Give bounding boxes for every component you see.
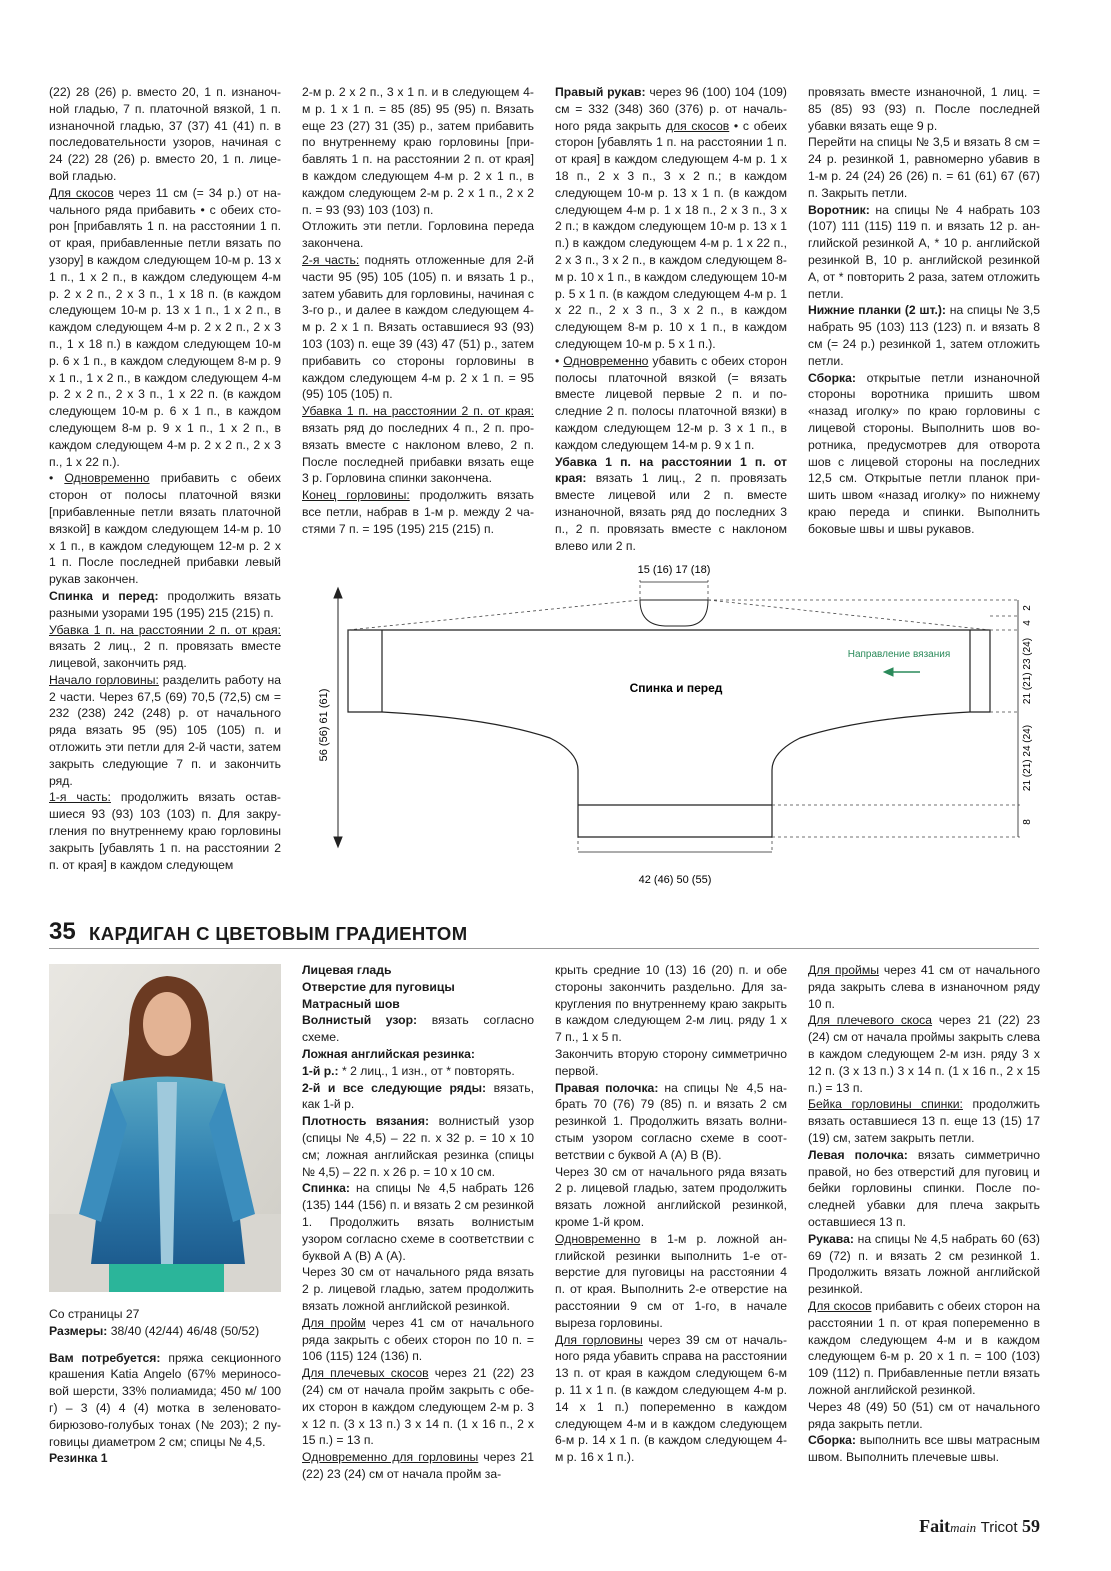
bold-lead: Размеры: xyxy=(49,1323,108,1338)
paragraph xyxy=(302,403,534,487)
paragraph-text: крыть средние 10 (13) 16 (20) п. и обе стороны закончить раздельно. Для закругления по внутреннему краю закрыть в каждом следующем 2-м лиц. ряду 1 x 7 п., 1 x 5 п. xyxy=(555,963,787,1045)
text-column-5 xyxy=(302,962,534,1483)
paragraph-text: прибавить с обеих сторон от полосы платочной вязки [прибавленные петли вязать платочной вязкой] в каждом следующем 14-м р. 10 x 1 п., в каждом следующем 12-м р. 2 x 1 п. После последней прибавки левый рукав закончен. xyxy=(49,471,282,587)
paragraph-text: через 41 см от начального ряда закрыть слева в изнаночном ряду 10 п. xyxy=(808,963,1040,1011)
paragraph xyxy=(808,1432,1040,1466)
center-label: Спинка и перед xyxy=(629,681,723,695)
paragraph xyxy=(49,1450,281,1467)
bold-lead: Плотность вязания: xyxy=(302,1114,430,1129)
paragraph xyxy=(555,1080,787,1164)
body-outline xyxy=(348,630,990,837)
paragraph-text: • xyxy=(555,353,564,368)
paragraph-text: 2-м р. 2 x 2 п., 3 x 1 п. и в следующем 4-м р. 1 x 1 п. = 85 (85) 95 (95) п. Вязать еще 23 (27) 31 (35) р., затем прибавить по внутреннему краю горловины [прибавлять 1 п. на расстоянии 2 п. от края] в каждом следующем 4-м р. 2 x 1 п., в каждом следующем 2-м р. 2 x 1 п., 2 x 2 п. = 93 (93) 103 (103) п. xyxy=(302,85,534,217)
paragraph xyxy=(808,962,1040,1012)
bold-lead: Рукава: xyxy=(808,1231,854,1246)
paragraph-text: на спицы № 4,5 набрать 70 (76) 79 (85) п. и вязать 2 см резинкой 1. Продолжить вязать волнистым узором согласно схеме в соответствии с буквой А (А) В (В). xyxy=(555,1080,787,1162)
paragraph-text: через 41 см от начального ряда закрыть с обеих сторон по 10 п. = 106 (115) 124 (136) п. xyxy=(302,1315,534,1364)
underlined-lead: Для плечевых скосов xyxy=(302,1366,429,1381)
paragraph xyxy=(49,84,281,185)
brand-name: Fait xyxy=(919,1516,951,1536)
paragraph xyxy=(49,1350,281,1451)
bold-lead: Вам потребуется: xyxy=(49,1350,161,1365)
paragraph xyxy=(302,1180,534,1264)
paragraph xyxy=(302,996,534,1013)
paragraph-text: на спицы № 4,5 набрать 126 (135) 144 (156) п. и вязать 2 см резинкой 1. Продолжить вязать волнистым узором согласно схеме в соответствии с буквой А (В) А (А). xyxy=(302,1181,534,1263)
underlined-lead: 2-я часть: xyxy=(302,252,360,267)
pattern-schematic xyxy=(300,560,1040,890)
paragraph-text: Со страницы 27 xyxy=(49,1307,140,1321)
paragraph xyxy=(808,134,1040,201)
paragraph xyxy=(302,1365,534,1449)
bold-lead: Воротник: xyxy=(808,202,870,217)
paragraph-text: продолжить вязать все петли, набрав в 1-м р. между 2 частями 7 п. = 195 (195) 215 (215) п. xyxy=(302,488,534,536)
paragraph xyxy=(555,454,787,555)
paragraph-text: волнистый узор (спицы № 4,5) – 22 п. x 32 р. = 10 x 10 см; ложная английская резинка (спицы № 4,5) – 22 п. x 26 р. = 10 x 10 см. xyxy=(302,1114,534,1179)
underlined-lead: Конец горловины: xyxy=(302,488,410,503)
paragraph-text: вязать 1 лиц., 2 п. провязать вместе лицевой или 2 п. вместе изнаночной, вязать ряд до последних 3 п., 2 п. провязать вместе с наклоном влево или 2 п. xyxy=(555,471,787,553)
paragraph xyxy=(808,370,1040,538)
bold-lead: Сборка: xyxy=(808,370,856,385)
section-title: КАРДИГАН С ЦВЕТОВЫМ ГРАДИЕНТОМ xyxy=(89,923,468,944)
paragraph xyxy=(49,588,281,622)
paragraph-text: вязать симметрично правой, но без отверстий для пуговиц и бейки горловины спинки. После последней убавки для плеча закрыть оставшиеся 13 п. xyxy=(808,1147,1040,1229)
paragraph xyxy=(302,1315,534,1365)
underlined-lead: Одновременно xyxy=(555,1231,641,1246)
paragraph-text: разделить работу на 2 части. Через 67,5 (69) 70,5 (72,5) см = 232 (238) 242 (248) р. от начального ряда вязать 95 (95) 105 (105) п. и отложить эти петли для 2-й части, затем закрыть следующие 7 п. и закончить ряд. xyxy=(49,672,281,788)
text-column-6 xyxy=(555,962,787,1466)
bold-lead: Правая полочка: xyxy=(555,1080,659,1095)
paragraph-text: в 1-м р. ложной английской резинки выполнить 1-е отверстие для пуговицы на расстоянии 4 п. от края. Выполнить 2-е отверстие на расстоянии 9 см от 1-го, в начале выреза горловины. xyxy=(555,1231,787,1330)
paragraph-text: вязать согласно схеме. xyxy=(302,1013,535,1045)
text-column-4 xyxy=(808,84,1040,538)
underlined-lead: Одновременно для горловины xyxy=(302,1450,479,1465)
paragraph-text: продолжить вязать разными узорами 195 (195) 215 (215) п. xyxy=(49,588,281,620)
text-column-3 xyxy=(555,84,787,554)
paragraph xyxy=(555,962,787,1046)
underlined-lead: Одновременно xyxy=(563,353,649,368)
paragraph xyxy=(808,202,1040,303)
paragraph-text: продолжить вязать оставшиеся 93 (93) 103 (103) п. Для закругления по внутреннему краю горловины закрыть [убавлять 1 п. на расстоянии 2 п. от края] в каждом следующем xyxy=(49,790,281,872)
paragraph-text: (22) 28 (26) р. вместо 20, 1 п. изнаночной гладью, 7 п. платочной вязкой, 1 п. изнаночной гладью, 37 (37) 41 (41) п. в последовательности узоров, начиная с 24 (22) 28 (26) р. вместо 20, 1 п. лицевой гладью. xyxy=(49,85,281,183)
neckline xyxy=(640,600,708,626)
paragraph xyxy=(302,84,534,218)
paragraph-text: на спицы № 3,5 набрать 95 (103) 113 (123) п. и вязать 8 см (= 24 р.) резинкой 1, затем отложить петли. xyxy=(808,303,1040,368)
paragraph-text: поднять отложенные для 2-й части 95 (95) 105 (105) п. и вязать 1 р., затем убавить для горловины, начиная с 3-го р., и далее в каждом следующем 4-м р. 2 x 1 п. Вязать оставшиеся 93 (93) 103 (103) п. еще 39 (43) 47 (51) р., затем прибавить со стороны горловины в каждом следующем 4-м р. 2 x 1 п. = 95 (95) 105 (105) п. xyxy=(302,252,534,402)
paragraph-text: Перейти на спицы № 3,5 и вязать 8 см = 24 р. резинкой 1, равномерно убавив в 1-м р. 24 (24) 26 (26) п. = 61 (61) 67 (67) п. Закрыть петли. xyxy=(808,135,1040,200)
underlined-lead: Убавка 1 п. на расстоянии 2 п. от края: xyxy=(302,404,534,419)
paragraph xyxy=(302,979,534,996)
paragraph xyxy=(808,1298,1040,1399)
bold-lead: Матрасный шов xyxy=(302,996,400,1011)
paragraph xyxy=(302,1449,534,1483)
paragraph-text: 38/40 (42/44) 46/48 (50/52) xyxy=(107,1323,260,1338)
paragraph-text: вязать, как 1-й р. xyxy=(302,1080,534,1112)
bold-lead: Правый рукав: xyxy=(555,85,646,99)
paragraph xyxy=(302,218,534,252)
underlined-lead: для скосов xyxy=(665,118,730,133)
paragraph xyxy=(49,1340,281,1350)
paragraph xyxy=(302,487,534,537)
text-column-sizes xyxy=(49,1306,281,1467)
paragraph xyxy=(302,962,534,979)
text-column-2 xyxy=(302,84,534,538)
paragraph xyxy=(808,1147,1040,1231)
bold-lead: Резинка 1 xyxy=(49,1451,108,1466)
underlined-lead: Для проймы xyxy=(808,963,879,977)
underlined-lead: Начало горловины: xyxy=(49,672,159,687)
paragraph xyxy=(555,1332,787,1466)
bold-lead: Нижние планки (2 шт.): xyxy=(808,303,946,318)
brand-name-2: main xyxy=(950,1520,977,1535)
right-label-upper: 21 (21) 23 (24) xyxy=(1022,637,1033,705)
paragraph-text: пряжа секционного крашения Katia Angelo (67% мериносовой шерсти, 33% полиамида; 450 м/ 100 г) – 3 (4) 4 (4) мотка в зеленовато-бирюзово-голубых тонах (№ 203); 2 пуговицы диаметром 2 см; спицы № 4,5. xyxy=(49,1350,282,1449)
underlined-lead: Бейка горловины спинки: xyxy=(808,1097,963,1112)
paragraph-text: прибавить с обеих сторон на расстоянии 1 п. от края попеременно в каждом следующем 4-м и в каждом следующем 6-м р. 20 x 1 п. = 100 (103) 109 (112) п. Прибавленные петли вязать ложной английской резинкой. xyxy=(808,1298,1040,1397)
paragraph-text: провязать вместе изнаночной, 1 лиц. = 85 (85) 93 (93) п. После последней убавки вязать еще 9 р. xyxy=(808,85,1040,133)
paragraph-text: на спицы № 4,5 набрать 60 (63) 69 (72) п. и вязать 2 см резинкой 1. Продолжить вязать ложной английской резинкой. xyxy=(808,1231,1040,1297)
paragraph-text: • xyxy=(49,471,65,486)
bold-lead: Ложная английская резинка: xyxy=(302,1046,475,1061)
magazine-name: Tricot xyxy=(980,1519,1018,1536)
paragraph xyxy=(555,1046,787,1080)
paragraph-text: Через 30 см от начального ряда вязать 2 р. лицевой гладью, затем продолжить вязать ложной английской резинкой. xyxy=(302,1265,534,1313)
underlined-lead: Для скосов xyxy=(808,1298,872,1313)
cardigan-photo xyxy=(49,964,281,1292)
paragraph xyxy=(49,622,281,672)
paragraph xyxy=(302,1012,534,1046)
paragraph xyxy=(49,1306,281,1323)
bold-lead: Волнистый узор: xyxy=(302,1013,418,1028)
paragraph xyxy=(49,672,281,790)
paragraph xyxy=(808,1231,1040,1298)
paragraph-text: Закончить вторую сторону симметрично первой. xyxy=(555,1046,787,1078)
paragraph xyxy=(302,1080,534,1114)
paragraph-text: Через 30 см от начального ряда вязать 2 р. лицевой гладью, затем продолжить вязать ложной английской резинкой, кроме 1-й кром. xyxy=(555,1164,787,1229)
underlined-lead: Для плечевого скоса xyxy=(808,1013,933,1028)
text-column-1 xyxy=(49,84,281,873)
paragraph-text: Через 48 (49) 50 (51) см от начального ряда закрыть петли. xyxy=(808,1399,1040,1431)
paragraph-text: через 21 (22) 23 (24) см от начала проймы закрыть слева в каждом следующем 2-м изн. ряду 3 x 12 п. (3 x 13 п.) 3 x 14 п. (1 x 16 п., 2 x 15 п.) = 13 п. xyxy=(808,1013,1040,1095)
paragraph-text: через 39 см от начального ряда убавить справа на расстоянии 13 п. от края в каждом следующем 6-м р. 11 x 1 п. (в каждом следующем 4-м р. 14 x 1 п.) попеременно в каждом следующем 4-м и в каждом следующем 6-м р. 14 x 1 п. (в каждом следующем 4-м р. 16 x 1 п.). xyxy=(555,1332,787,1465)
paragraph xyxy=(49,185,281,471)
paragraph xyxy=(302,252,534,403)
page-footer xyxy=(880,1516,1040,1537)
bold-lead: 1-й р.: xyxy=(302,1063,339,1078)
neck-label: 15 (16) 17 (18) xyxy=(637,564,711,576)
paragraph xyxy=(302,1046,534,1063)
bold-lead: Убавка 1 п. на расстоянии 1 п. от края: xyxy=(555,454,787,486)
direction-label: Направление вязания xyxy=(847,649,951,660)
paragraph xyxy=(49,470,281,588)
paragraph-text: * 2 лиц., 1 изн., от * повторять. xyxy=(338,1063,515,1078)
left-label: 56 (56) 61 (61) xyxy=(318,688,330,762)
paragraph xyxy=(49,789,281,873)
underlined-lead: Убавка 1 п. на расстоянии 2 п. от края: xyxy=(49,622,281,637)
paragraph-text: через 21 (22) 23 (24) см от начала пройм за- xyxy=(302,1450,534,1481)
paragraph-text: через 21 (22) 23 (24) см от начала пройм закрыть с обеих сторон в каждом следующем 2-м р. 3 x 12 п. (3 x 13 п.) 3 x 14 п. (1 x 16 п., 2 x 15 п.) = 13 п. xyxy=(302,1366,534,1448)
bold-lead: Лицевая гладь xyxy=(302,963,392,977)
right-label-lower: 21 (21) 24 (24) xyxy=(1022,724,1033,792)
bold-lead: Отверстие для пуговицы xyxy=(302,979,455,994)
bold-lead: Левая полочка: xyxy=(808,1147,908,1162)
paragraph xyxy=(302,1264,534,1314)
bold-lead: Спинка: xyxy=(302,1181,350,1196)
bold-lead: 2-й и все следующие ряды: xyxy=(302,1080,487,1095)
section-number: 35 xyxy=(49,918,76,945)
paragraph xyxy=(555,353,787,454)
paragraph-text: открытые петли изнаночной стороны воротника пришить швом «назад иголку» по краю горловины с лицевой стороны. Выполнить шов воротника, предусмотрев для отворота шов с лицевой стороны на последних 12,5 см. Открытые петли планок пришить швом «назад иголку» по нижнему краю переда и спинки. Выполнить боковые швы и швы рукавов. xyxy=(808,370,1040,536)
paragraph-text: вязать ряд до последних 4 п., 2 п. провязать вместе с наклоном влево, 2 п. После последней прибавки вязать еще 3 р. Горловина спинки закончена. xyxy=(302,420,534,486)
paragraph-text: убавить с обеих сторон полосы платочной вязкой (= вязать вместе лицевой первые 2 п. и последние 2 п. полосы платочной вязки) в каждом следующем 12-м р. 3 x 1 п., в каждом следующем 14-м р. 9 x 1 п. xyxy=(555,353,788,452)
right-label-2: 2 xyxy=(1022,605,1033,611)
paragraph xyxy=(555,1164,787,1231)
text-column-7 xyxy=(808,962,1040,1466)
bold-lead: Сборка: xyxy=(808,1433,856,1448)
paragraph xyxy=(555,84,787,353)
bold-lead: Спинка и перед: xyxy=(49,588,159,603)
paragraph-text: вязать 2 лиц., 2 п. провязать вместе лицевой, закончить ряд. xyxy=(49,639,281,671)
paragraph xyxy=(808,302,1040,369)
paragraph xyxy=(808,1012,1040,1096)
paragraph xyxy=(302,1113,534,1180)
paragraph-text: через 11 см (= 34 р.) от начального ряда прибавить • с обеих сторон [прибавлять 1 п. на расстоянии 1 п. от края, прибавленные петли вязать по узору] в каждом следующем 10-м р. 13 x 1 п., 1 x 2 п., в каждом следующем 4-м р. 2 x 2 п., 2 x 3 п., 1 x 18 п. (в каждом следующем 10-м р. 13 x 1 п., 1 x 2 п., в каждом следующем 4-м р. 2 x 2 п., 2 x 3 п., 1 x 18 п.) в каждом следующем 10-м р. 6 x 1 п., в каждом следующем 8-м р. 9 x 1 п., 1 x 2 п., в каждом следующем 4-м р. 2 x 2 п., 2 x 3 п., 1 x 22 п. (в каждом следующем 10-м р. 6 x 1 п., в каждом следующем 8-м р. 9 x 1 п., 1 x 2 п., в каждом следующем 4-м р. 2 x 2 п., 2 x 3 п., 1 x 22 п.). xyxy=(49,185,281,469)
paragraph-text: • с обеих сторон [убавлять 1 п. на расстоянии 1 п. от края] в каждом следующем 4-м р. 1 x 18 п., 2 x 3 п., 3 x 2 п.; в каждом следующем 10-м р. 13 x 1 п. (в каждом следующем 4-м р. 1 x 18 п., 2 x 3 п., 3 x 2 п.; в каждом следующем 10-м р. 13 x 1 п.) в каждом следующем 4-м р. 1 x 22 п., 2 x 3 п., 3 x 2 п., в каждом следующем 8-м р. 10 x 1 п., в каждом следующем 10-м р. 5 x 1 п. (в каждом следующем 4-м р. 1 x 22 п., 2 x 3 п., 3 x 2 п., в каждом следующем 8-м р. 10 x 1 п., в каждом следующем 10-м р. 5 x 1 п.). xyxy=(555,118,787,351)
right-label-4: 4 xyxy=(1022,620,1033,626)
paragraph xyxy=(555,1231,787,1332)
underlined-lead: Для скосов xyxy=(49,185,114,200)
section-heading xyxy=(49,918,1039,949)
paragraph xyxy=(808,1096,1040,1146)
page-number: 59 xyxy=(1022,1516,1040,1536)
underlined-lead: Для пройм xyxy=(302,1315,366,1330)
paragraph-text: Отложить эти петли. Горловина переда закончена. xyxy=(302,219,534,251)
right-label-8: 8 xyxy=(1022,819,1033,825)
paragraph-text: выполнить все швы матрасным швом. Выполнить плечевые швы. xyxy=(808,1433,1040,1465)
paragraph-text: на спицы № 4 набрать 103 (107) 111 (115) 119 п. и вязать 12 р. английской резинкой А, * 10 р. английской резинкой В, 10 р. английской резинкой А, от * повторить 2 раза, затем отложить петли. xyxy=(808,202,1040,301)
paragraph-text: через 96 (100) 104 (109) см = 332 (348) 360 (376) р. от начального ряда закрыть xyxy=(555,85,787,133)
paragraph xyxy=(808,1399,1040,1433)
paragraph-text: продолжить вязать оставшиеся 13 п. еще 13 (15) 17 (19) см, затем закрыть петли. xyxy=(808,1097,1040,1145)
underlined-lead: Для горловины xyxy=(555,1332,643,1347)
underlined-lead: 1-я часть: xyxy=(49,790,111,805)
underlined-lead: Одновременно xyxy=(64,471,150,486)
paragraph xyxy=(49,1323,281,1340)
paragraph xyxy=(302,1063,534,1080)
bottom-label: 42 (46) 50 (55) xyxy=(638,874,712,886)
paragraph xyxy=(808,84,1040,134)
